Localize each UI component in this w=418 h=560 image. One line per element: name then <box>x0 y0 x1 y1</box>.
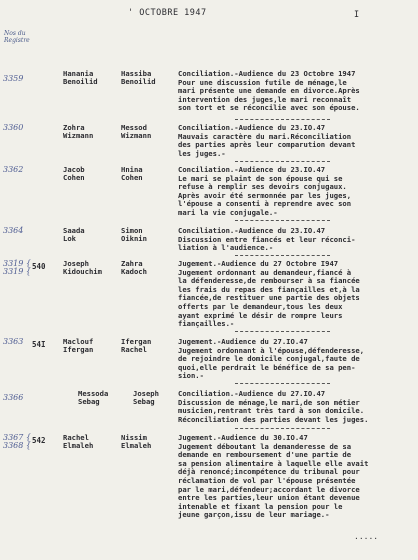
entry-description: Jugement.-Audience du 30.IO.47 Jugement déboutant la demanderesse de sa demande en remboursement d'une partie de sa pension alimentaire à laquelle elle avait déjà renoncé;incompétence du tribunal pour réclamation de vol par l'épouse présentée par le mari,défendeur;accordant le divorce entre les parties,leur union étant devenue intenable et fixant la pension pour le jeune garçon,issu de leur mariage.- <box>178 433 369 520</box>
judgment-number: 54I <box>32 340 46 349</box>
registry-number: 3367 { 3368 { <box>3 433 31 450</box>
entry-separator <box>235 119 330 120</box>
entry-description: Conciliation.-Audience du 27.IO.47 Discussion de ménage,le mari,de son métier musicien,rentrant très tard à son domicile. Réconciliation des parties devant les juges. <box>178 389 369 424</box>
party-defendant: Hnina Cohen <box>121 165 143 182</box>
footer-mark: ..... <box>354 532 379 541</box>
registry-number: 3362 <box>3 165 24 174</box>
entry-description: Conciliation.-Audience du 23.IO.47 Mauvais caractère du mari.Réconciliation des parties après leur comparution devant les juges.- <box>178 123 356 158</box>
entry-description: Conciliation.-Audience du 23.IO.47 Le mari se plaint de son épouse qui se refuse à remplir ses devoirs conjugaux. Après avoir été sermonnée par les juges, l'épouse a consenti à reprendre avec son mari la vie conjugale.- <box>178 165 352 217</box>
party-plaintiff: Hanania Benoilid <box>63 69 98 86</box>
party-plaintiff: Saada Lok <box>63 226 85 243</box>
entry-separator <box>235 331 330 332</box>
party-plaintiff: Jacob Cohen <box>63 165 85 182</box>
judgment-number: 542 <box>32 436 46 445</box>
page-date-header: ' OCTOBRE 1947 <box>128 8 207 18</box>
judgment-number: 540 <box>32 262 46 271</box>
party-plaintiff: Messoda Sebag <box>78 389 109 406</box>
registry-number: 3319 { 3319 { <box>3 259 31 276</box>
entry-description: Jugement.-Audience du 27 Octobre I947 Jugement ordonnant au demandeur,fiancé à la défenderesse,de rembourser à sa fiancée les frais du repas des fiançailles et,à la fiancée,de restituer une partie des objets offerts par le demandeur,tous les deux ayant exprimé le désir de rompre leurs fiançailles.- <box>178 259 360 329</box>
entry-description: Conciliation.-Audience du 23 Octobre 1947 Pour une discussion futile de ménage,le mari présente une demande en divorce.Après intervention des juges,le mari reconnaît son tort et se réconcilie avec son épouse. <box>178 69 360 113</box>
party-defendant: Messod Wizmann <box>121 123 152 140</box>
entry-separator <box>235 255 330 256</box>
party-defendant: Ifergan Rachel <box>121 337 152 354</box>
party-defendant: Simon Oiknin <box>121 226 147 243</box>
registry-number: 3366 <box>3 393 24 402</box>
party-plaintiff: Rachel Elmaleh <box>63 433 94 450</box>
party-defendant: Nissim Elmaleh <box>121 433 152 450</box>
registry-number: 3360 <box>3 123 24 132</box>
margin-column-label: Nos du Registre <box>4 30 30 44</box>
entry-separator <box>235 383 330 384</box>
party-plaintiff: Zohra Wizmann <box>63 123 94 140</box>
party-defendant: Joseph Sebag <box>133 389 159 406</box>
entry-description: Jugement.-Audience du 27.IO.47 Jugement ordonnant à l'épouse,défenderesse, de rejoindre le domicile conjugal,faute de quoi,elle perdrait le bénéfice de sa pen- sion.- <box>178 337 365 381</box>
registry-number: 3363 <box>3 337 24 346</box>
page-number: I <box>354 10 360 20</box>
party-plaintiff: Joseph Kidouchim <box>63 259 102 276</box>
party-defendant: Zahra Kadoch <box>121 259 147 276</box>
entry-separator <box>235 428 330 429</box>
entry-description: Conciliation.-Audience du 23.IO.47 Discussion entre fiancés et leur réconci- liation à l'audience.- <box>178 226 356 253</box>
party-plaintiff: Maclouf Ifergan <box>63 337 94 354</box>
party-defendant: Hassiba Benoilid <box>121 69 156 86</box>
entry-separator <box>235 161 330 162</box>
entry-separator <box>235 220 330 221</box>
registry-number: 3359 <box>3 74 24 83</box>
registry-number: 3364 <box>3 226 24 235</box>
